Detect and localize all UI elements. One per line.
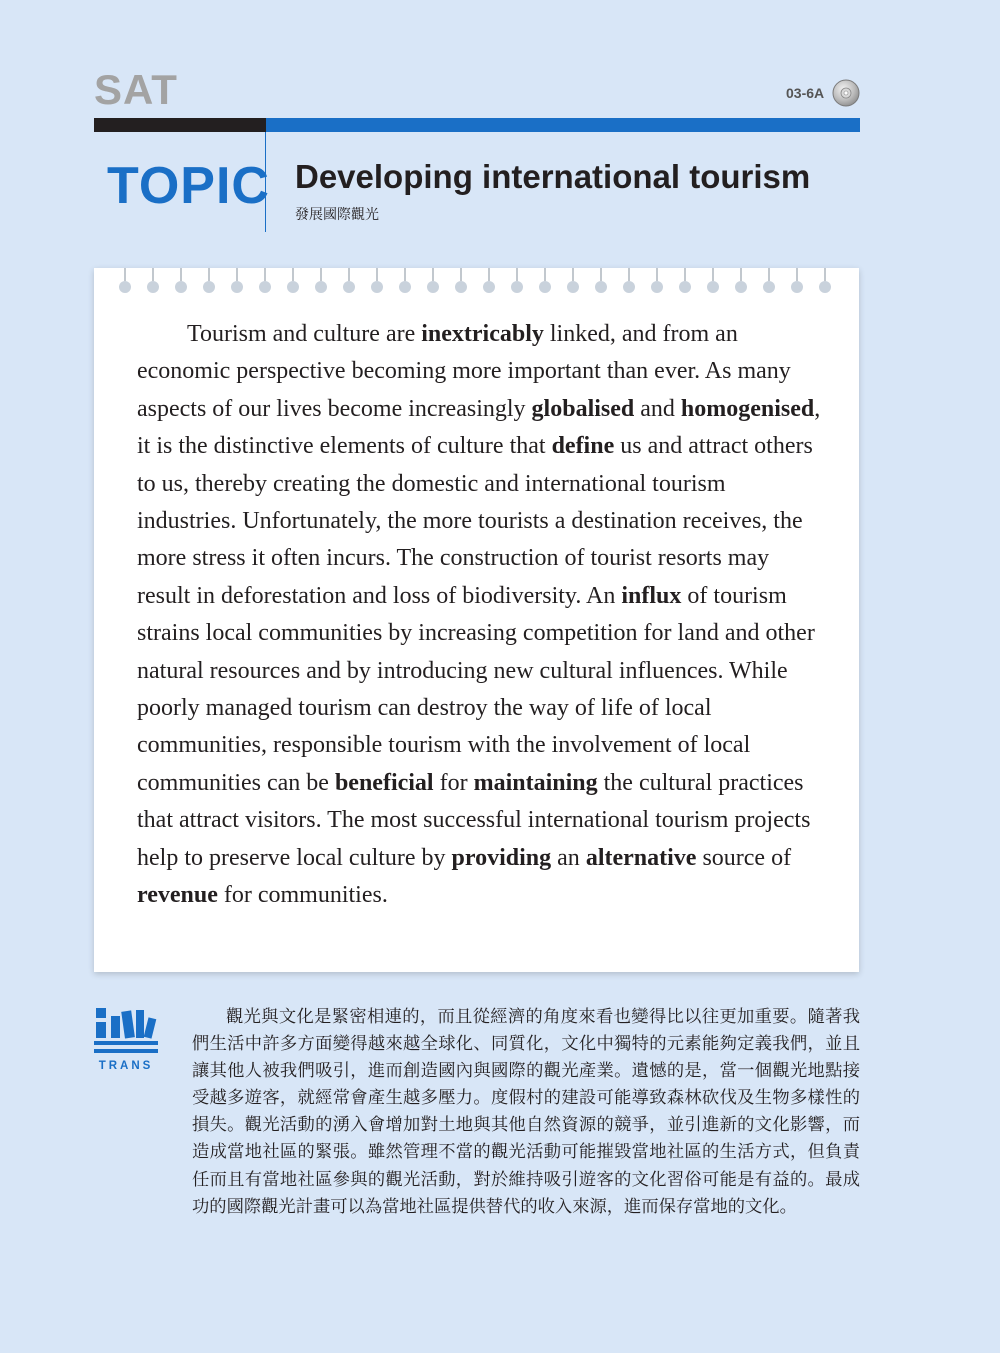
passage-keyword: define [551,433,615,460]
notebook-ring-icon [763,268,775,293]
passage-fragment: and [634,395,681,422]
passage-fragment: the cultural practices that attract visitors. The most successful international tourism projects help to preserve local culture by [137,769,811,871]
passage-text [137,316,827,915]
notebook-ring-icon [119,268,131,293]
header-rule-dark [94,118,266,132]
notebook-ring-icon [511,268,523,293]
notebook-ring-icon [231,268,243,293]
audio-track-code: 03-6A [786,85,825,101]
page-title: Developing international tourism [295,158,811,195]
notebook-rings [118,268,838,298]
translation-text: 觀光與文化是緊密相連的，而且從經濟的角度來看也變得比以往更加重要。隨著我們生活中許多方面變得越來越全球化、同質化，文化中獨特的元素能夠定義我們，並且讓其他人被我們吸引，進而創造國內與國際的觀光產業。遺憾的是，當一個觀光地點接受越多遊客，就經常會產生越多壓力。度假村的建設可能導致森林砍伐及生物多樣性的損失。觀光活動的湧入會增加對土地與其他自然資源的競爭，並引進新的文化影響，而造成當地社區的緊張。雖然管理不當的觀光活動可能摧毀當地社區的生活方式，但負責任而且有當地社區參與的觀光活動，對於維持吸引遊客的文化習俗可能是有益的。最成功的國際觀光計畫可以為當地社區提供替代的收入來源，進而保存當地的文化。 [192,1007,860,1217]
passage-keyword: revenue [137,882,218,909]
notebook-ring-icon [595,268,607,293]
passage-fragment: source of [696,844,792,871]
notebook-ring-icon [623,268,635,293]
notebook-ring-icon [399,268,411,293]
notebook-ring-icon [203,268,215,293]
notebook-ring-icon [287,268,299,293]
notebook-ring-icon [539,268,551,293]
topic-label: TOPIC [107,157,270,215]
passage-keyword: alternative [585,844,697,871]
notebook-ring-icon [567,268,579,293]
notebook-ring-icon [679,268,691,293]
trans-label: TRANS [98,1060,154,1072]
notebook-ring-icon [147,268,159,293]
passage-fragment: Tourism and culture are [187,321,422,347]
header-rule-blue [266,118,860,132]
passage-keyword: beneficial [334,769,434,796]
notebook-ring-icon [651,268,663,293]
passage-keyword: homogenised [680,395,815,422]
notebook-ring-icon [707,268,719,293]
notebook-ring-icon [175,268,187,293]
notebook-ring-icon [427,268,439,293]
passage-keyword: globalised [531,395,635,422]
passage-keyword: influx [621,582,682,609]
passage-fragment: for communities. [217,882,388,909]
passage-fragment: for [433,769,474,796]
passage-fragment: , it is the distinctive elements of culture that [137,395,821,460]
notebook-ring-icon [343,268,355,293]
notebook-ring-icon [259,268,271,293]
passage-keyword: maintaining [473,769,598,796]
notebook-ring-icon [819,268,831,293]
passage-card [94,268,859,972]
passage-fragment: us and attract others to us, thereby creating the domestic and international tourism industries. Unfortunately, the more tourists a destination receives, the more stress it often incurs. The construction of tourist resorts may result in deforestation and loss of biodiversity. An [137,433,813,609]
passage-fragment: an [551,844,586,871]
page-title-chinese: 發展國際觀光 [295,206,379,222]
notebook-ring-icon [791,268,803,293]
passage-keyword: providing [451,844,552,871]
notebook-ring-icon [371,268,383,293]
passage-keyword: inextricably [421,321,544,347]
notebook-ring-icon [315,268,327,293]
passage-fragment: of tourism strains local communities by increasing competition for land and other natural resources and by introducing new cultural influences. While poorly managed tourism can destroy the way of life of local communities, responsible tourism with the involvement of local communities can be [137,582,815,796]
notebook-ring-icon [735,268,747,293]
passage-fragment: linked, and from an economic perspective becoming more important than ever. As many aspects of our lives become increasingly [137,321,791,422]
notebook-ring-icon [483,268,495,293]
notebook-ring-icon [455,268,467,293]
cd-icon[interactable] [832,79,860,107]
exam-label: SAT [94,66,178,113]
